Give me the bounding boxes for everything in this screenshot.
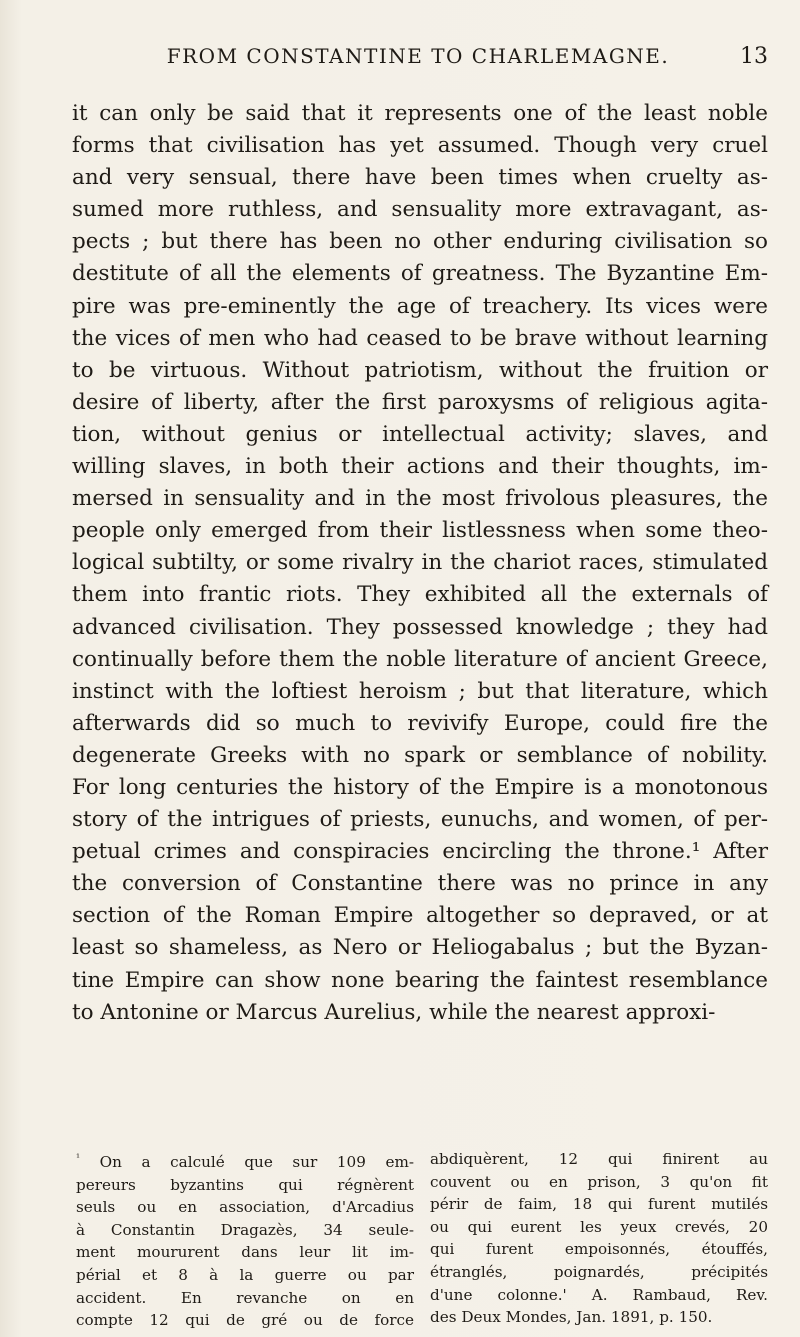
- footnote-line: d'une colonne.' A. Rambaud, Rev.: [430, 1285, 768, 1304]
- text-line: to be virtuous. Without patriotism, without the fruition or: [72, 357, 768, 383]
- text-line: petual crimes and conspiracies encircling the throne.¹ After: [72, 839, 768, 865]
- page-header: [68, 44, 768, 84]
- text-line: For long centuries the history of the Empire is a monotonous: [72, 774, 768, 800]
- footnote-column-left: [76, 1148, 414, 1332]
- text-line: tion, without genius or intellectual activity; slaves, and: [72, 421, 768, 447]
- text-line: story of the intrigues of priests, eunuchs, and women, of per-: [72, 807, 768, 833]
- footnote-text: On a calculé que sur 109 em-: [99, 1153, 415, 1172]
- footnote-marker: ¹: [76, 1153, 81, 1164]
- footnote-line: abdiquèrent, 12 qui finirent au: [430, 1150, 768, 1168]
- footnote-line: qui furent empoisonnés, étouffés,: [430, 1240, 768, 1259]
- text-line: pire was pre-eminently the age of treachery. Its vices were: [72, 293, 768, 319]
- text-line: to Antonine or Marcus Aurelius, while the nearest approxi-: [72, 999, 716, 1025]
- text-line: advanced civilisation. They possessed knowledge ; they had: [72, 614, 768, 640]
- body-text: [72, 98, 768, 1029]
- footnote-line: étranglés, poignardés, précipités: [430, 1262, 768, 1281]
- footnote-line: périr de faim, 18 qui furent mutilés: [430, 1195, 768, 1214]
- text-line: logical subtilty, or some rivalry in the chariot races, stimulated: [72, 550, 768, 576]
- text-line: and very sensual, there have been times when cruelty as-: [72, 165, 768, 191]
- text-line: the vices of men who had ceased to be brave without learning: [72, 325, 768, 351]
- footnote-line: couvent ou en prison, 3 qu'on fit: [430, 1172, 768, 1191]
- text-line: pects ; but there has been no other enduring civilisation so: [72, 229, 768, 255]
- footnote-line: accident. En revanche on en: [76, 1288, 414, 1307]
- text-line: instinct with the loftiest heroism ; but that literature, which: [72, 678, 768, 704]
- text-line: forms that civilisation has yet assumed. Though very cruel: [72, 133, 768, 159]
- text-line: least so shameless, as Nero or Heliogabalus ; but the Byzan-: [72, 935, 768, 961]
- footnote-line: à Constantin Dragazès, 34 seule-: [76, 1220, 414, 1239]
- text-line: people only emerged from their listlessness when some theo-: [72, 518, 768, 544]
- footnote-line: périal et 8 à la guerre ou par: [76, 1266, 414, 1285]
- text-line: mersed in sensuality and in the most frivolous pleasures, the: [72, 486, 768, 512]
- text-line: tine Empire can show none bearing the faintest resemblance: [72, 967, 768, 993]
- text-line: degenerate Greeks with no spark or semblance of nobility.: [72, 742, 768, 768]
- text-line: continually before them the noble literature of ancient Greece,: [72, 646, 768, 672]
- text-line: willing slaves, in both their actions and their thoughts, im-: [72, 454, 768, 480]
- text-line: it can only be said that it represents one of the least noble: [72, 101, 768, 126]
- footnote-column-right: [430, 1148, 768, 1332]
- text-line: destitute of all the elements of greatness. The Byzantine Em-: [72, 261, 768, 287]
- footnote-line: compte 12 qui de gré ou de force: [76, 1311, 414, 1330]
- footnote-line: [76, 1148, 414, 1174]
- footnote-line: seuls ou en association, d'Arcadius: [76, 1198, 414, 1217]
- page-number: 13: [740, 44, 768, 69]
- text-line: afterwards did so much to revivify Europe, could fire the: [72, 710, 768, 736]
- footnote-line: pereurs byzantins qui régnèrent: [76, 1175, 414, 1194]
- text-line: section of the Roman Empire altogether so depraved, or at: [72, 903, 768, 929]
- text-line: desire of liberty, after the first paroxysms of religious agita-: [72, 389, 768, 415]
- text-line: the conversion of Constantine there was no prince in any: [72, 871, 768, 897]
- footnote-line: ou qui eurent les yeux crevés, 20: [430, 1217, 768, 1236]
- footnote-line: des Deux Mondes, Jan. 1891, p. 150.: [430, 1308, 713, 1327]
- running-title: FROM CONSTANTINE TO CHARLEMAGNE.: [166, 44, 670, 68]
- footnote: [76, 1148, 768, 1332]
- text-line: them into frantic riots. They exhibited all the externals of: [72, 582, 768, 608]
- text-line: sumed more ruthless, and sensuality more extravagant, as-: [72, 197, 768, 223]
- footnote-line: ment moururent dans leur lit im-: [76, 1243, 414, 1262]
